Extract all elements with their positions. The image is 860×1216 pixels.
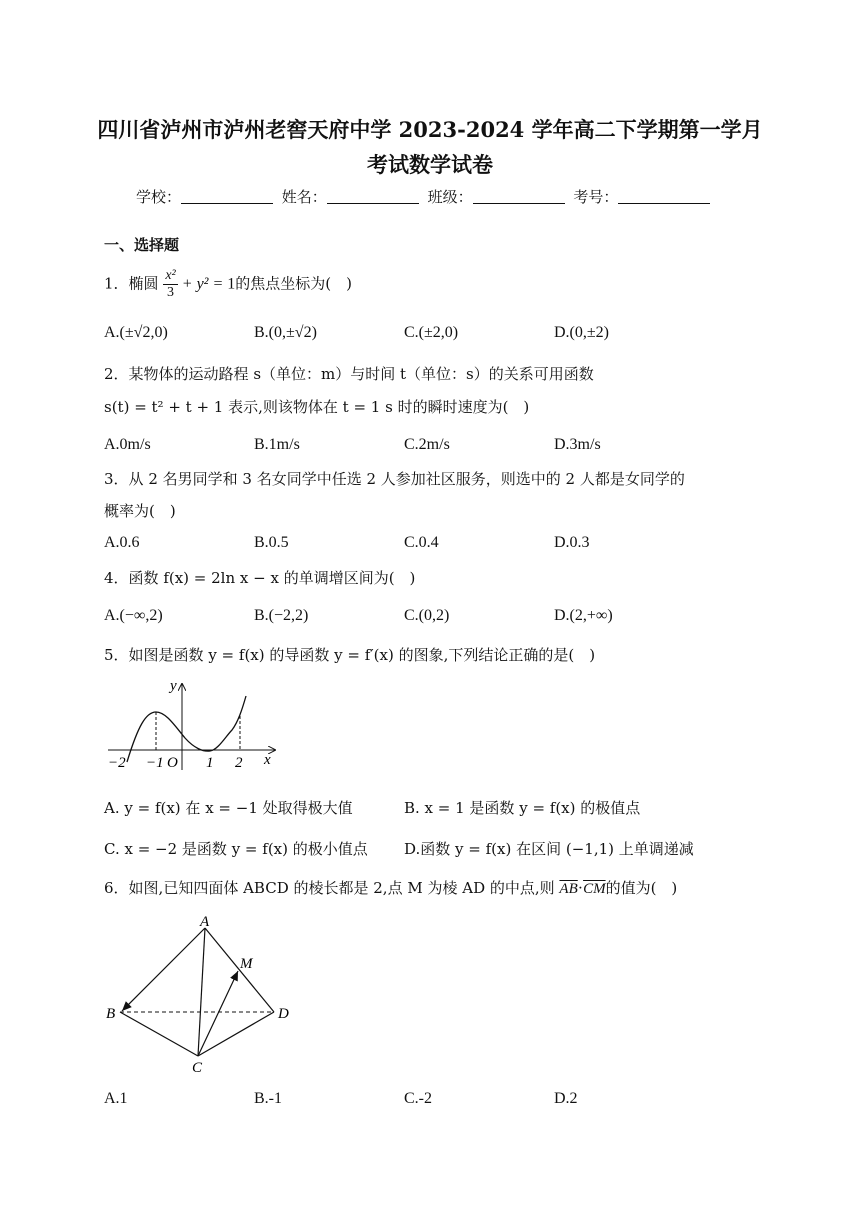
exam-title-line2: 考试数学试卷 bbox=[367, 152, 493, 177]
x-axis-label: x bbox=[264, 752, 271, 768]
question-stem-end: 的焦点坐标为( ) bbox=[235, 274, 352, 293]
q6-option-d[interactable]: D.2 bbox=[554, 1090, 578, 1107]
tick-minus-two: −2 bbox=[108, 755, 126, 771]
question-number: 3． bbox=[104, 470, 129, 488]
origin-label: O bbox=[167, 755, 178, 771]
question-number: 5． bbox=[104, 646, 129, 664]
class-blank[interactable] bbox=[473, 189, 565, 204]
q3-option-a[interactable]: A.0.6 bbox=[104, 534, 140, 551]
exam-number-label: 考号： bbox=[573, 188, 619, 206]
question-stem: 某物体的运动路程 s（单位：m）与时间 t（单位：s）的关系可用函数 bbox=[128, 365, 594, 383]
question-2 bbox=[104, 364, 594, 384]
question-6: 6．如图,已知四面体 ABCD 的棱长都是 2,点 M 为棱 AD 的中点,则 $\overline{AB}\cdot\overline{CM}$的值为( ) bbox=[104, 879, 678, 897]
question-number: 6． bbox=[104, 879, 129, 897]
y-axis-label: y bbox=[170, 678, 177, 694]
question-stem: 椭圆 bbox=[128, 274, 159, 293]
question-3-line2: 概率为( ) bbox=[104, 502, 176, 520]
question-3 bbox=[104, 469, 685, 489]
name-label: 姓名： bbox=[281, 188, 327, 206]
q5-option-c[interactable]: C. x = −2 是函数 y = f(x) 的极小值点 bbox=[104, 840, 368, 858]
q5-option-a[interactable]: A. y = f(x) 在 x = −1 处取得极大值 bbox=[104, 799, 353, 817]
edge-cb bbox=[120, 1012, 198, 1056]
point-m-label: M bbox=[240, 956, 253, 972]
q3-option-d[interactable]: D.0.3 bbox=[554, 534, 590, 551]
vector-ab-arrow bbox=[122, 928, 205, 1011]
q1-option-a[interactable]: A.(±√2,0) bbox=[104, 324, 168, 341]
q1-option-d[interactable]: D.(0,±2) bbox=[554, 324, 609, 341]
question-number: 2． bbox=[104, 365, 129, 383]
school-blank[interactable] bbox=[181, 189, 273, 204]
q3-option-b[interactable]: B.0.5 bbox=[254, 534, 289, 551]
q2-option-c[interactable]: C.2m/s bbox=[404, 436, 450, 453]
question-2-line2: s(t) = t² + t + 1 表示,则该物体在 t = 1 s 时的瞬时速度为( ) bbox=[104, 398, 530, 416]
q4-option-a[interactable]: A.(−∞,2) bbox=[104, 607, 163, 624]
question-stem: 如图,已知四面体 ABCD 的棱长都是 2,点 M 为棱 AD 的中点,则 bbox=[128, 879, 555, 897]
vertex-c-label: C bbox=[192, 1060, 203, 1076]
vertex-d-label: D bbox=[278, 1006, 289, 1022]
q1-option-b[interactable]: B.(0,±√2) bbox=[254, 324, 317, 341]
edge-ac bbox=[198, 928, 205, 1056]
q2-option-b[interactable]: B.1m/s bbox=[254, 436, 300, 453]
school-label: 学校： bbox=[136, 188, 182, 206]
vector-ab: $\overline{AB}$ bbox=[559, 881, 578, 897]
q5-option-d[interactable]: D.函数 y = f(x) 在区间 (−1,1) 上单调递减 bbox=[404, 840, 694, 858]
vertex-b-label: B bbox=[106, 1006, 116, 1022]
q6-option-a[interactable]: A.1 bbox=[104, 1090, 128, 1107]
question-stem: 函数 f(x) = 2ln x − x 的单调增区间为( ) bbox=[128, 569, 416, 587]
question-number: 4． bbox=[104, 569, 129, 587]
q4-option-b[interactable]: B.(−2,2) bbox=[254, 607, 309, 624]
edge-dc bbox=[198, 1012, 274, 1056]
tick-one: 1 bbox=[206, 755, 214, 771]
q2-option-d[interactable]: D.3m/s bbox=[554, 436, 601, 453]
q3-option-c[interactable]: C.0.4 bbox=[404, 534, 439, 551]
q6-option-b[interactable]: B.-1 bbox=[254, 1090, 282, 1107]
q4-option-c[interactable]: C.(0,2) bbox=[404, 607, 450, 624]
class-label: 班级： bbox=[427, 188, 473, 206]
tick-minus-one: −1 bbox=[146, 755, 164, 771]
section-heading: 一、选择题 bbox=[104, 236, 180, 254]
question-stem-end: 的值为( ) bbox=[605, 879, 678, 897]
q1-option-c[interactable]: C.(±2,0) bbox=[404, 324, 459, 341]
derivative-curve bbox=[127, 696, 246, 762]
exam-title-line1: 四川省泸州市泸州老窖天府中学 2023-2024 学年高二下学期第一学月 bbox=[97, 117, 763, 142]
vector-cm-arrow bbox=[198, 971, 238, 1056]
q2-option-a[interactable]: A.0m/s bbox=[104, 436, 151, 453]
q6-option-c[interactable]: C.-2 bbox=[404, 1090, 432, 1107]
student-info-row bbox=[136, 186, 714, 207]
question-number: 1． bbox=[104, 274, 129, 293]
vertex-a-label: A bbox=[200, 914, 210, 930]
question-1: 1．椭圆 $\frac{\text{x²}}{3}$ + y² = 1的焦点坐标为( ) bbox=[104, 268, 352, 300]
name-blank[interactable] bbox=[327, 189, 419, 204]
question-5 bbox=[104, 645, 595, 665]
derivative-graph-figure bbox=[100, 676, 285, 776]
question-4 bbox=[104, 568, 415, 588]
question-stem: 从 2 名男同学和 3 名女同学中任选 2 人参加社区服务，则选中的 2 人都是女同学的 bbox=[128, 470, 685, 488]
question-stem: 如图是函数 y = f(x) 的导函数 y = f′(x) 的图象,下列结论正确的是( ) bbox=[128, 646, 596, 664]
q5-option-b[interactable]: B. x = 1 是函数 y = f(x) 的极值点 bbox=[404, 799, 641, 817]
q4-option-d[interactable]: D.(2,+∞) bbox=[554, 607, 613, 624]
tetrahedron-figure bbox=[100, 914, 300, 1079]
ellipse-equation: $\frac{\text{x²}}{3}$ bbox=[165, 268, 176, 300]
tick-two: 2 bbox=[235, 755, 243, 771]
vector-cm: $\overline{CM}$ bbox=[583, 881, 606, 897]
exam-number-blank[interactable] bbox=[618, 189, 710, 204]
